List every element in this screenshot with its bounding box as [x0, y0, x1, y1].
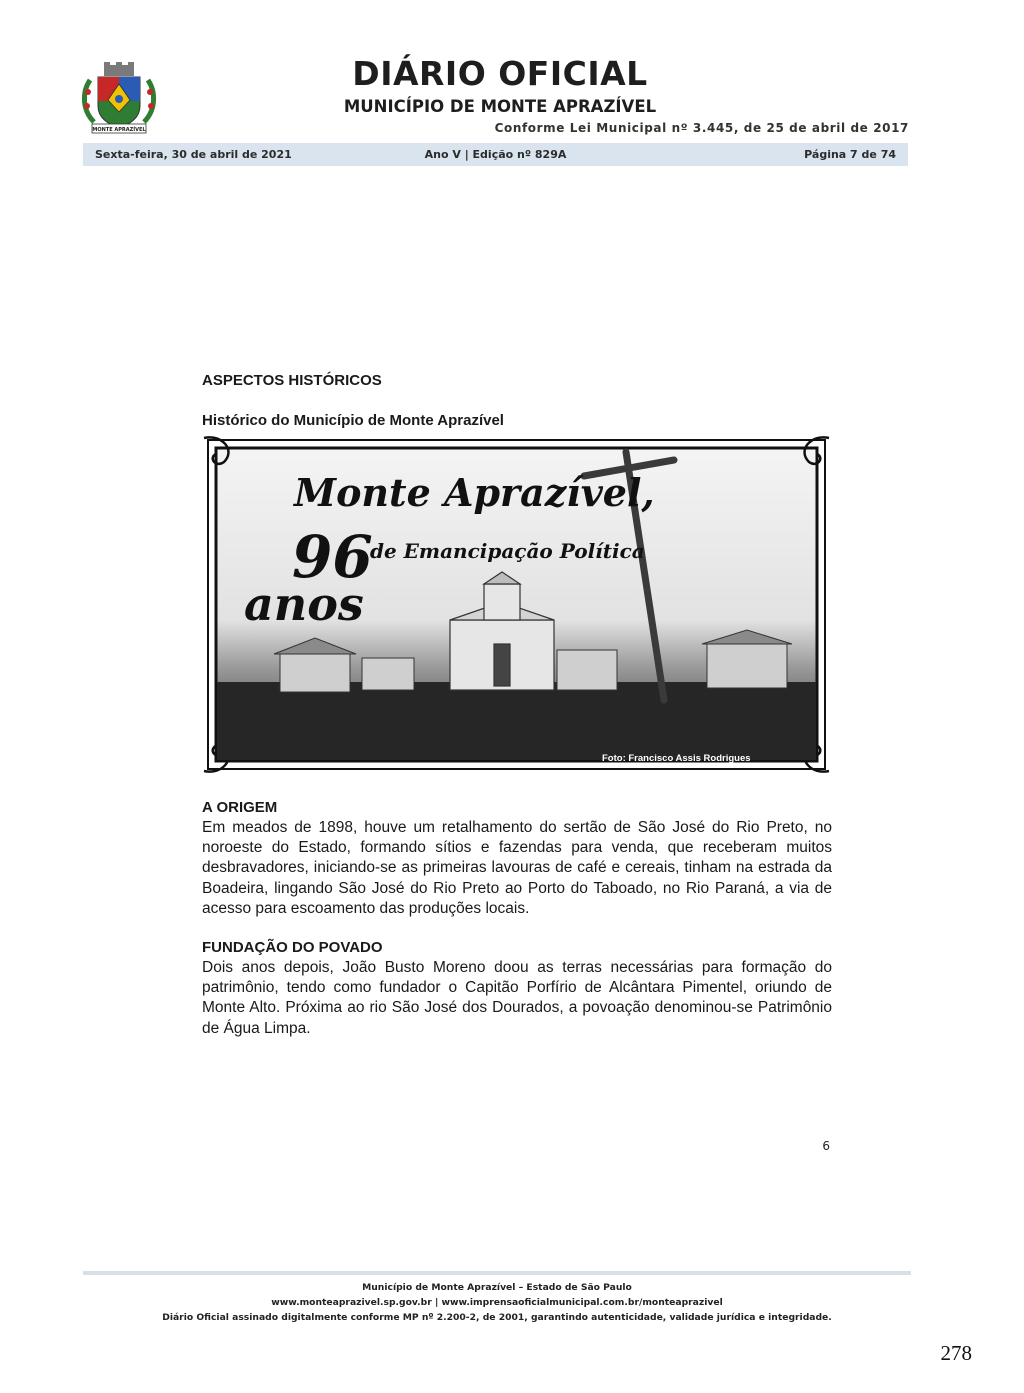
svg-text:96: 96: [292, 523, 373, 591]
law-reference: Conforme Lei Municipal nº 3.445, de 25 de abril de 2017: [494, 121, 909, 135]
origem-heading: A ORIGEM: [202, 799, 278, 816]
issue-info-bar: [83, 143, 908, 166]
inner-page-number: 6: [822, 1139, 830, 1153]
section-title: ASPECTOS HISTÓRICOS: [202, 372, 382, 389]
issue-page: Página 7 de 74: [804, 148, 896, 161]
footer-divider: [83, 1271, 911, 1275]
footer-websites: www.monteaprazivel.sp.gov.br | www.imprensaoficialmunicipal.com.br/monteaprazivel: [271, 1297, 723, 1308]
svg-text:MONTE APRAZÍVEL: MONTE APRAZÍVEL: [92, 127, 146, 133]
municipality-name: MUNICÍPIO DE MONTE APRAZÍVEL: [343, 97, 657, 116]
svg-text:de Emancipação Política: de Emancipação Política: [370, 539, 645, 563]
coat-of-arms-logo: [80, 62, 158, 134]
newspaper-title: DIÁRIO OFICIAL: [352, 54, 648, 93]
footer-municipality: Município de Monte Aprazível – Estado de São Paulo: [362, 1282, 632, 1293]
fundacao-paragraph: Dois anos depois, João Busto Moreno doou as terras necessárias para formação do patrimônio, tendo como fundador o Capitão Porfírio de Alcântara Pimentel, oriundo de Monte Alto. Próxima ao rio São José dos Dourados, a povoação denominou-se Patrimônio de Água Limpa.: [202, 959, 832, 1037]
footer-signature-note: Diário Oficial assinado digitalmente conforme MP nº 2.200-2, de 2001, garantindo autenticidade, validade jurídica e integridade.: [162, 1312, 832, 1323]
historic-photo: [202, 432, 831, 777]
svg-text:anos: anos: [244, 577, 364, 631]
issue-edition: Ano V | Edição nº 829A: [424, 148, 567, 161]
issue-date: Sexta-feira, 30 de abril de 2021: [95, 148, 292, 161]
svg-text:Monte Aprazível,: Monte Aprazível,: [294, 470, 655, 515]
origem-paragraph: Em meados de 1898, houve um retalhamento do sertão de São José do Rio Preto, no noroeste do Estado, formando sítios e fazendas para venda, que receberam muitos desbravadores, iniciando-se as primeiras lavouras de café e cereais, tinham na estrada da Boadeira, lingando São José do Rio Preto ao Porto do Taboado, no Rio Paraná, a via de acesso para escoamento das produções locais.: [202, 819, 832, 917]
svg-text:Foto: Francisco Assis Rodrigue: Foto: Francisco Assis Rodrigues: [602, 753, 751, 764]
document-sheet-number: 278: [940, 1341, 972, 1365]
article-subtitle: Histórico do Município de Monte Aprazível: [202, 412, 504, 429]
fundacao-heading: FUNDAÇÃO DO POVADO: [202, 939, 383, 956]
